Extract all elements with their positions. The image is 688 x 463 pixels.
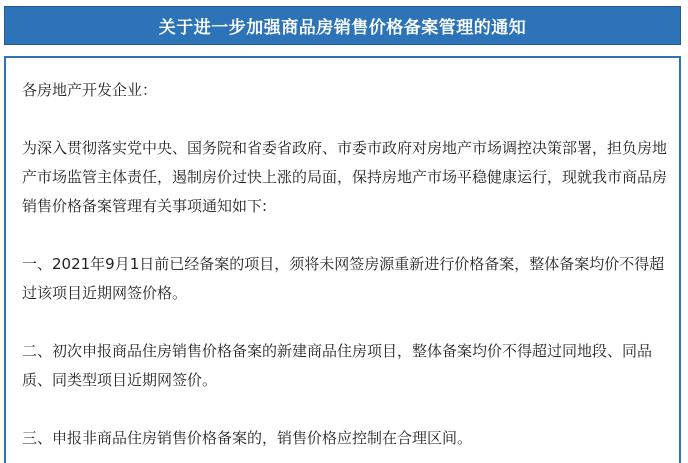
salutation: 各房地产开发企业： [22,81,158,99]
notice-content-box [4,56,681,463]
item-paragraph-1: 一、2021年9月1日前已经备案的项目，须将未网签房源重新进行价格备案，整体备案均价不得超过该项目近期网签价格。 [22,255,665,302]
notice-title: 关于进一步加强商品房销售价格备案管理的通知 [158,18,527,38]
intro-paragraph: 为深入贯彻落实党中央、国务院和省委省政府、市委市政府对房地产市场调控决策部署，担负房地产市场监管主体责任，遏制房价过快上涨的局面，保持房地产市场平稳健康运行，现就我市商品房销售价格备案管理有关事项通知如下: [22,139,668,215]
notice-body [22,76,667,463]
item-paragraph-2: 二、初次申报商品住房销售价格备案的新建商品住房项目，整体备案均价不得超过同地段、同品质、同类型项目近期网签价。 [22,342,653,389]
title-banner [4,6,681,45]
item-paragraph-3: 三、申报非商品住房销售价格备案的，销售价格应控制在合理区间。 [22,429,473,447]
